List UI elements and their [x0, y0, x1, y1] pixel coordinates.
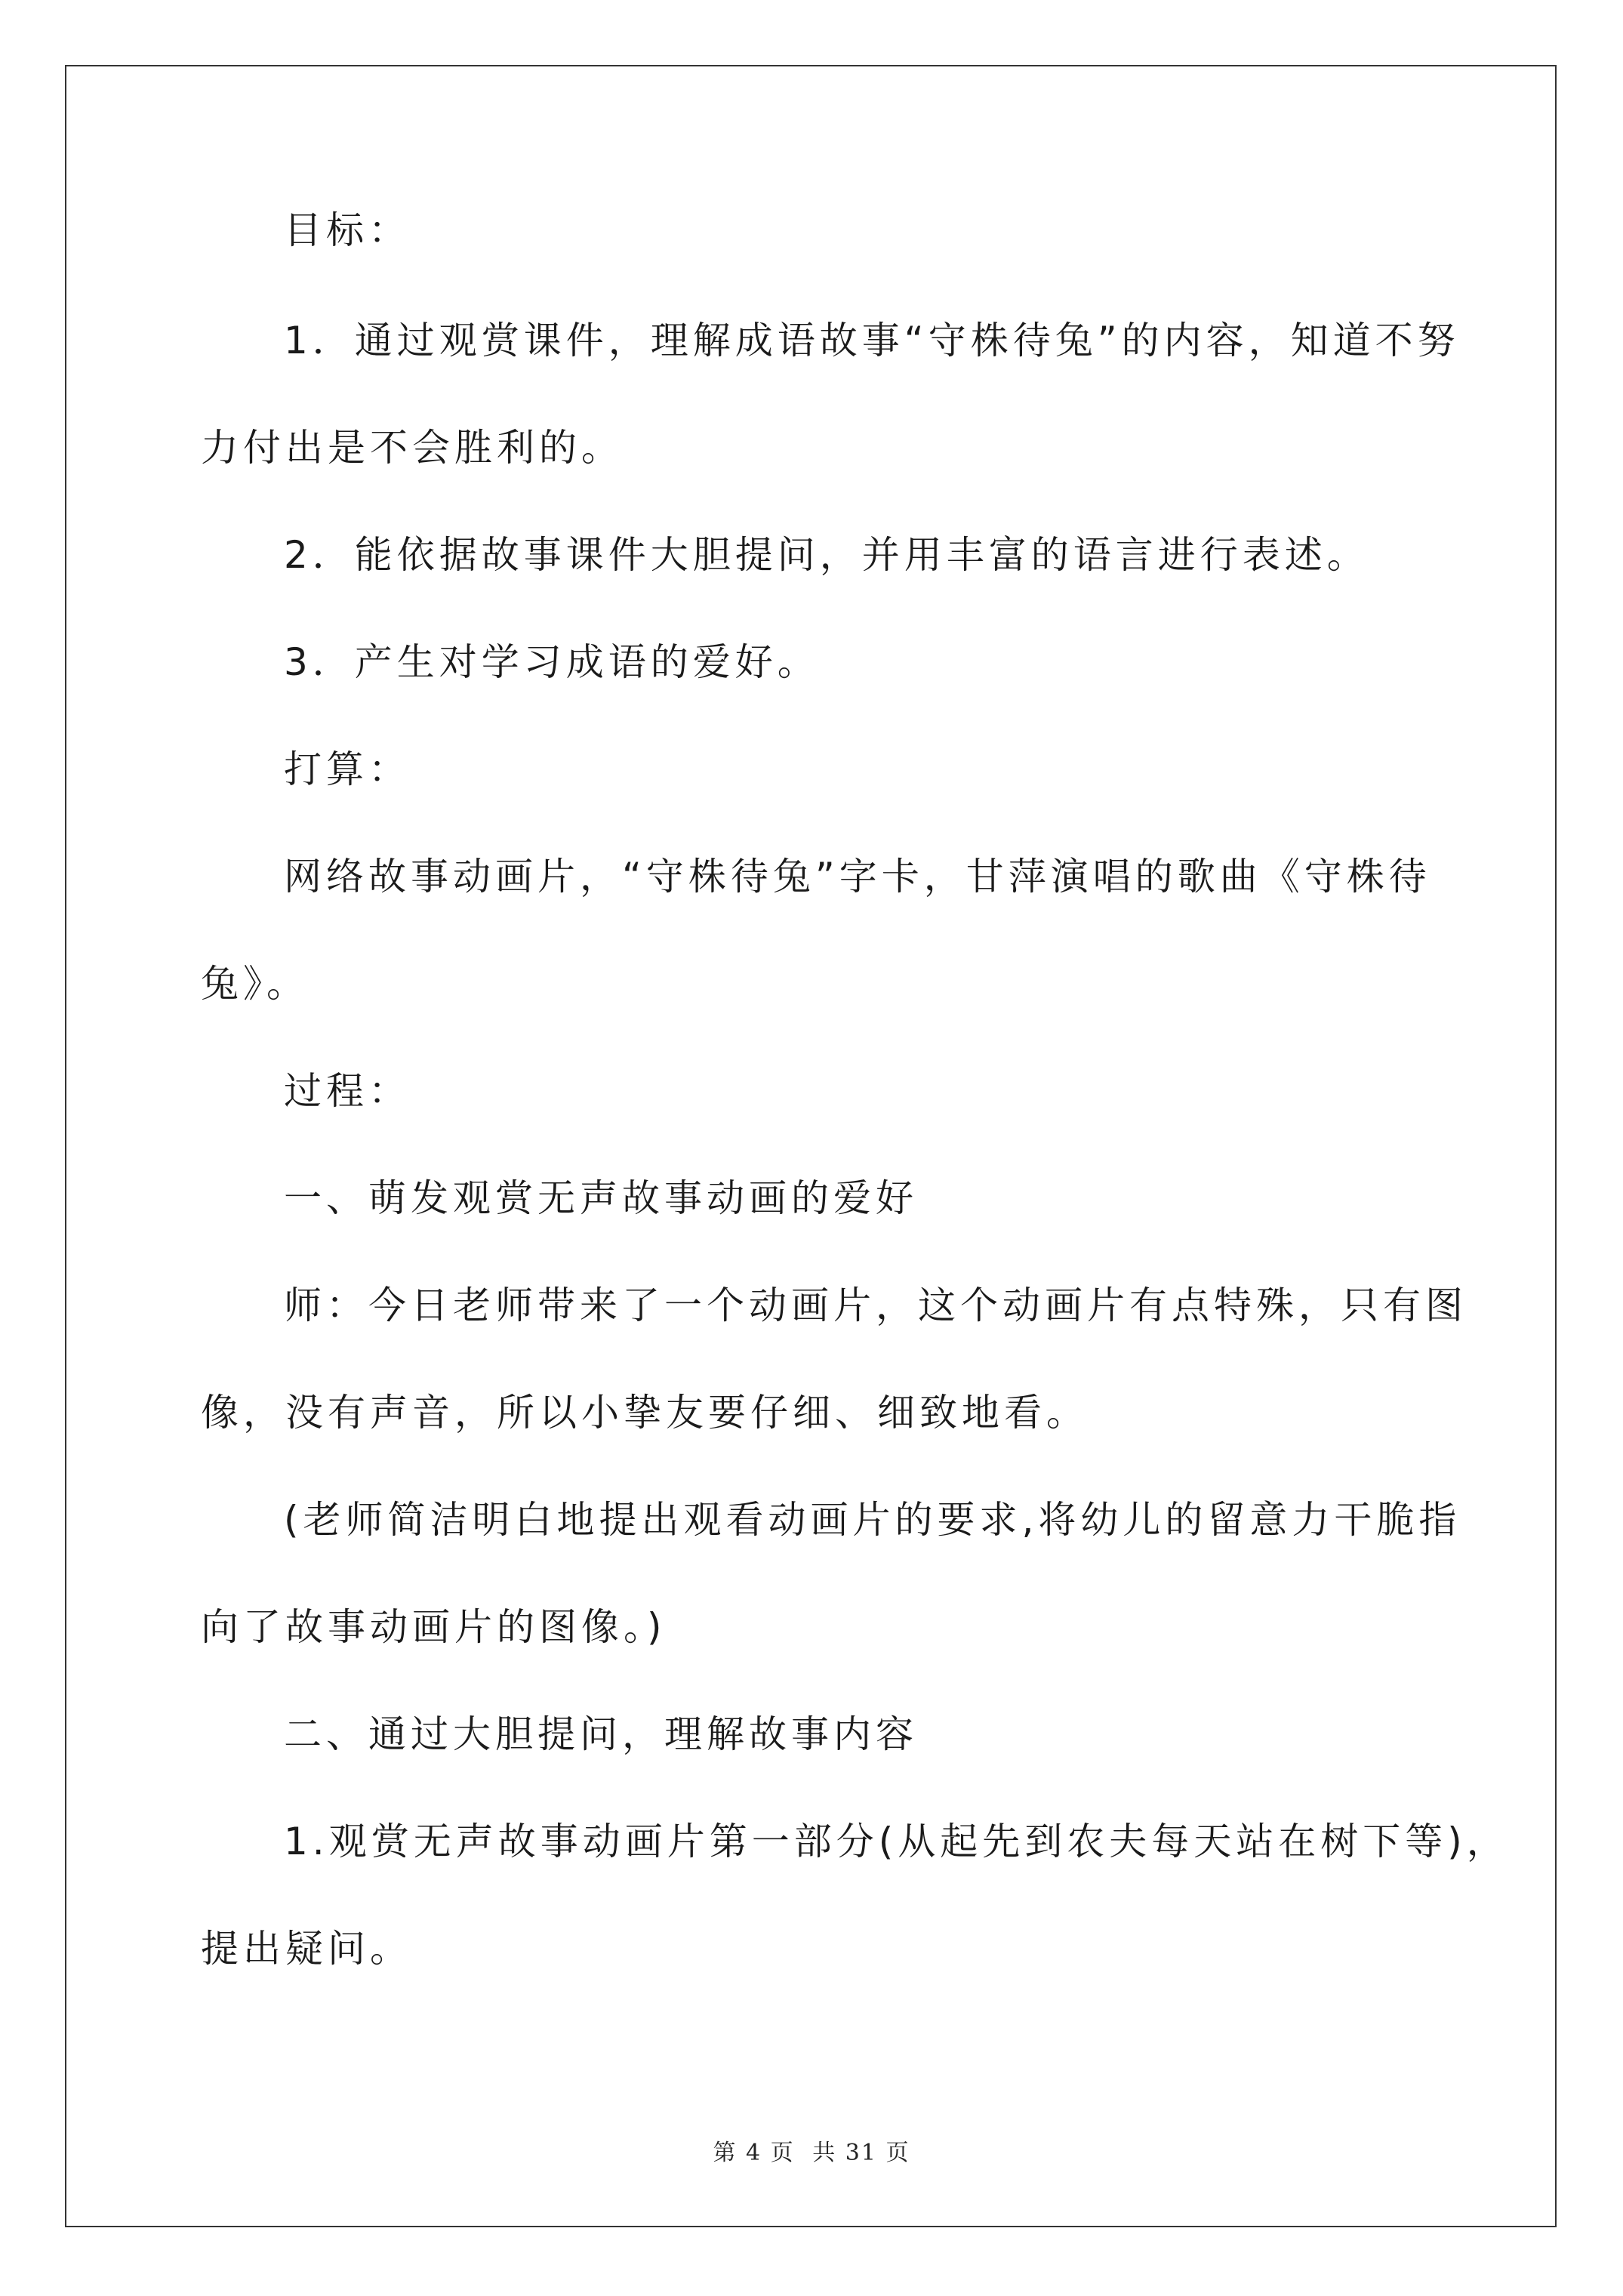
heading-process: 过程：: [284, 1069, 411, 1113]
paragraph-line: 兔》。: [201, 962, 309, 1006]
page-footer: [0, 2134, 1623, 2167]
paragraph-line: 2．能依据故事课件大胆提问，并用丰富的语言进行表述。: [284, 533, 1369, 577]
paragraph-line: 网络故事动画片，“守株待兔”字卡，甘萍演唱的歌曲《守株待: [284, 855, 1431, 898]
paragraph-line: 1.观赏无声故事动画片第一部分(从起先到农夫每天站在树下等)，: [284, 1820, 1509, 1863]
heading-goals: 目标：: [284, 208, 411, 252]
page-border: [65, 65, 1557, 2227]
paragraph-line: 1．通过观赏课件，理解成语故事“守株待兔”的内容，知道不努: [284, 319, 1460, 362]
paragraph-line: 提出疑问。: [201, 1927, 412, 1971]
heading-preparation: 打算：: [284, 747, 411, 791]
section-heading: 一、萌发观赏无声故事动画的爱好: [284, 1176, 918, 1220]
paragraph-line: 力付出是不会胜利的。: [201, 426, 624, 470]
paragraph-line: 3．产生对学习成语的爱好。: [284, 640, 820, 684]
page-number: 第 4 页: [713, 2140, 795, 2166]
paragraph-line: 师：今日老师带来了一个动画片，这个动画片有点特殊，只有图: [284, 1284, 1467, 1327]
paragraph-line: 向了故事动画片的图像。): [201, 1605, 667, 1649]
paragraph-line: (老师简洁明白地提出观看动画片的要求,将幼儿的留意力干脆指: [284, 1498, 1461, 1542]
page-total: 共 31 页: [812, 2140, 910, 2166]
section-heading: 二、通过大胆提问，理解故事内容: [284, 1712, 918, 1756]
paragraph-line: 像，没有声音，所以小挚友要仔细、细致地看。: [201, 1391, 1089, 1435]
